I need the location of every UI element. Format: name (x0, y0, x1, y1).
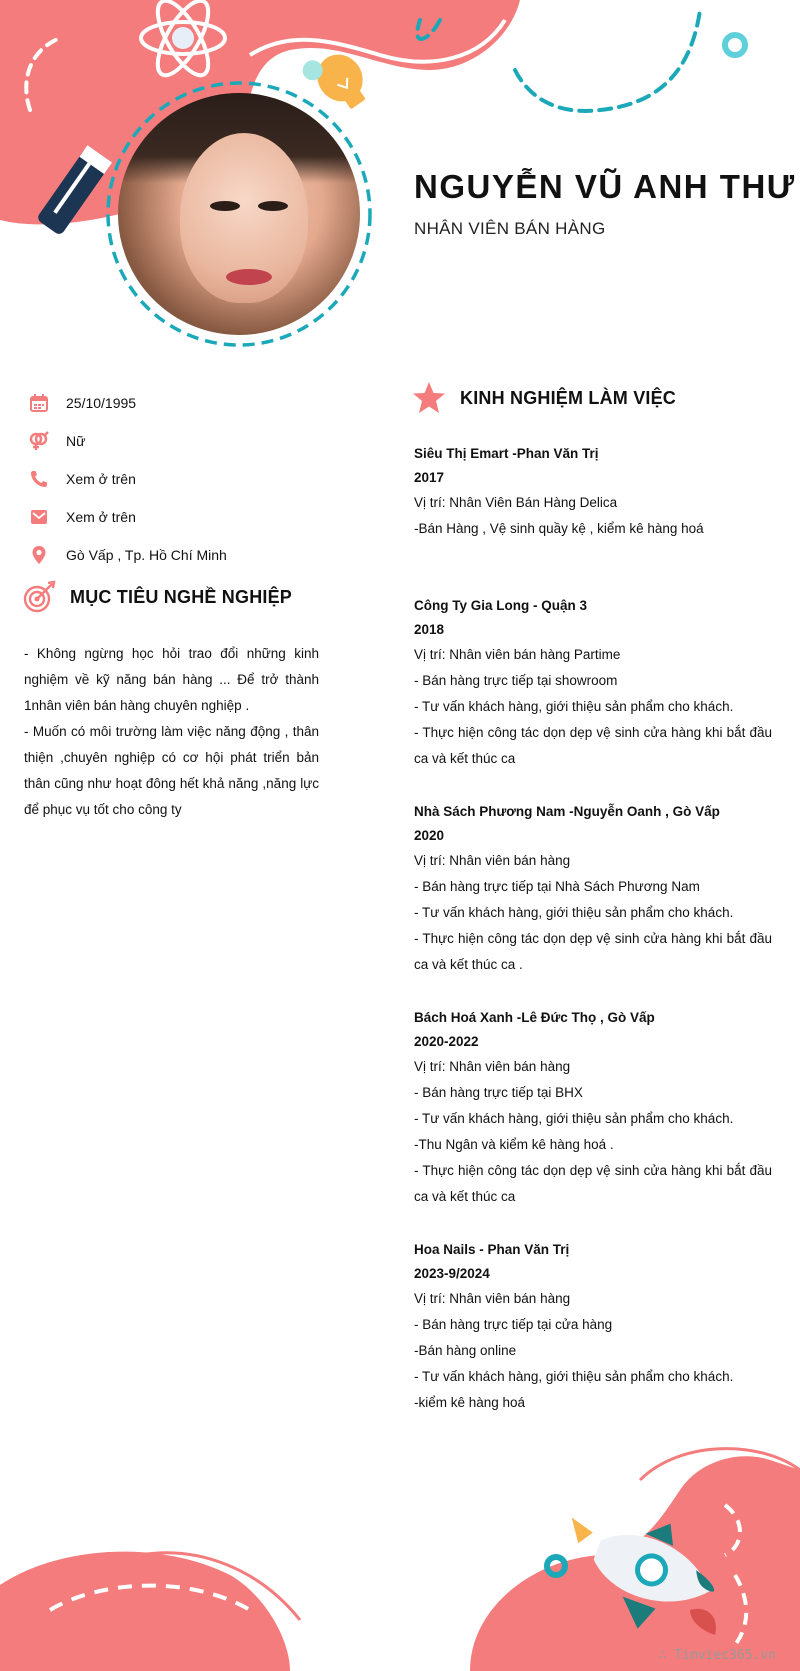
gender-icon (28, 430, 50, 452)
job-line: Vị trí: Nhân viên bán hàng (414, 1291, 571, 1306)
job-line: Vị trí: Nhân viên bán hàng (414, 1059, 571, 1074)
avatar (118, 93, 360, 335)
experience-heading-text: KINH NGHIỆM LÀM VIỆC (460, 387, 677, 408)
phone-icon (28, 468, 50, 490)
job-line: Vị trí: Nhân viên bán hàng (414, 853, 571, 868)
job-entry (414, 1006, 772, 1210)
location-pin-icon (28, 544, 50, 566)
star-icon (412, 381, 446, 415)
job-line: - Tư vấn khách hàng, giới thiệu sản phẩm cho khách. (414, 1369, 734, 1384)
bottom-left-coral-blob (0, 1552, 290, 1671)
job-line: - Thực hiện công tác dọn dẹp vệ sinh cửa hàng khi bắt đầu ca và kết thúc ca (414, 725, 772, 766)
job-line: - Tư vấn khách hàng, giới thiệu sản phẩm cho khách. (414, 1111, 734, 1126)
email-value: Xem ở trên (66, 509, 136, 525)
candidate-name: NGUYỄN VŨ ANH THƯ (414, 168, 796, 205)
objective-paragraph: - Muốn có môi trường làm việc năng động , thân thiện ,chuyên nghiệp có cơ hội phát triển bản thân cũng như hoạt đông hết khả năng ,năng lực để phục vụ tốt cho công ty (24, 724, 319, 817)
job-entry (414, 800, 772, 978)
candidate-title: NHÂN VIÊN BÁN HÀNG (414, 219, 606, 238)
email-icon (28, 506, 50, 528)
job-company: Nhà Sách Phương Nam -Nguyễn Oanh , Gò Vấp (414, 804, 720, 819)
job-line: - Bán hàng trực tiếp tại BHX (414, 1085, 583, 1100)
job-line: - Bán hàng trực tiếp tại Nhà Sách Phương Nam (414, 879, 700, 894)
job-line: -kiểm kê hàng hoá (414, 1395, 526, 1410)
objective-heading (22, 580, 292, 614)
experience-heading (412, 381, 676, 415)
contact-row-email (28, 498, 348, 536)
contact-row-gender (28, 422, 348, 460)
experience-list (414, 442, 772, 1444)
job-line: - Bán hàng trực tiếp tại showroom (414, 673, 618, 688)
target-icon (22, 580, 56, 614)
job-company: Siêu Thị Emart -Phan Văn Trị (414, 446, 599, 461)
job-period: 2023-9/2024 (414, 1266, 490, 1281)
objective-text (24, 641, 319, 823)
contact-row-birthday (28, 384, 348, 422)
contact-row-phone (28, 460, 348, 498)
address-value: Gò Vấp , Tp. Hồ Chí Minh (66, 547, 227, 563)
watermark: ∴ Timviec365.vn (658, 1648, 776, 1663)
birthday-value: 25/10/1995 (66, 395, 137, 411)
job-entry (414, 594, 772, 772)
job-line: - Tư vấn khách hàng, giới thiệu sản phẩm cho khách. (414, 905, 734, 920)
calendar-icon (28, 392, 50, 414)
contact-info (28, 384, 348, 574)
contact-row-address (28, 536, 348, 574)
avatar-right-eye (258, 201, 288, 211)
job-line: -Thu Ngân và kiểm kê hàng hoá . (414, 1137, 614, 1152)
avatar-lips (226, 269, 272, 285)
job-company: Bách Hoá Xanh -Lê Đức Thọ , Gò Vấp (414, 1010, 655, 1025)
job-line: Vị trí: Nhân Viên Bán Hàng Delica (414, 495, 618, 510)
objective-heading-text: MỤC TIÊU NGHỀ NGHIỆP (70, 586, 293, 607)
job-period: 2017 (414, 470, 445, 485)
job-line: - Bán hàng trực tiếp tại cửa hàng (414, 1317, 613, 1332)
job-line: - Tư vấn khách hàng, giới thiệu sản phẩm cho khách. (414, 699, 734, 714)
job-line: Vị trí: Nhân viên bán hàng Partime (414, 647, 621, 662)
phone-value: Xem ở trên (66, 471, 136, 487)
job-period: 2020 (414, 828, 445, 843)
job-company: Công Ty Gia Long - Quận 3 (414, 598, 587, 613)
job-period: 2018 (414, 622, 445, 637)
job-line: - Thực hiện công tác dọn dẹp vệ sinh cửa hàng khi bắt đầu ca và kết thúc ca . (414, 931, 772, 972)
job-line: - Thực hiện công tác dọn dẹp vệ sinh cửa hàng khi bắt đầu ca và kết thúc ca (414, 1163, 772, 1204)
gender-value: Nữ (66, 433, 86, 449)
job-line: -Bán Hàng , Vệ sinh quầy kệ , kiểm kê hàng hoá (414, 521, 704, 536)
job-entry (414, 1238, 772, 1416)
job-line: -Bán hàng online (414, 1343, 517, 1358)
avatar-left-eye (210, 201, 240, 211)
job-period: 2020-2022 (414, 1034, 479, 1049)
job-entry (414, 442, 772, 542)
teal-small-circle-ring (725, 35, 745, 55)
job-company: Hoa Nails - Phan Văn Trị (414, 1242, 570, 1257)
objective-paragraph: - Không ngừng học hỏi trao đổi những kinh nghiệm về kỹ năng bán hàng ... Để trở thành 1nhân viên bán hàng chuyên nghiệp . (24, 646, 319, 713)
